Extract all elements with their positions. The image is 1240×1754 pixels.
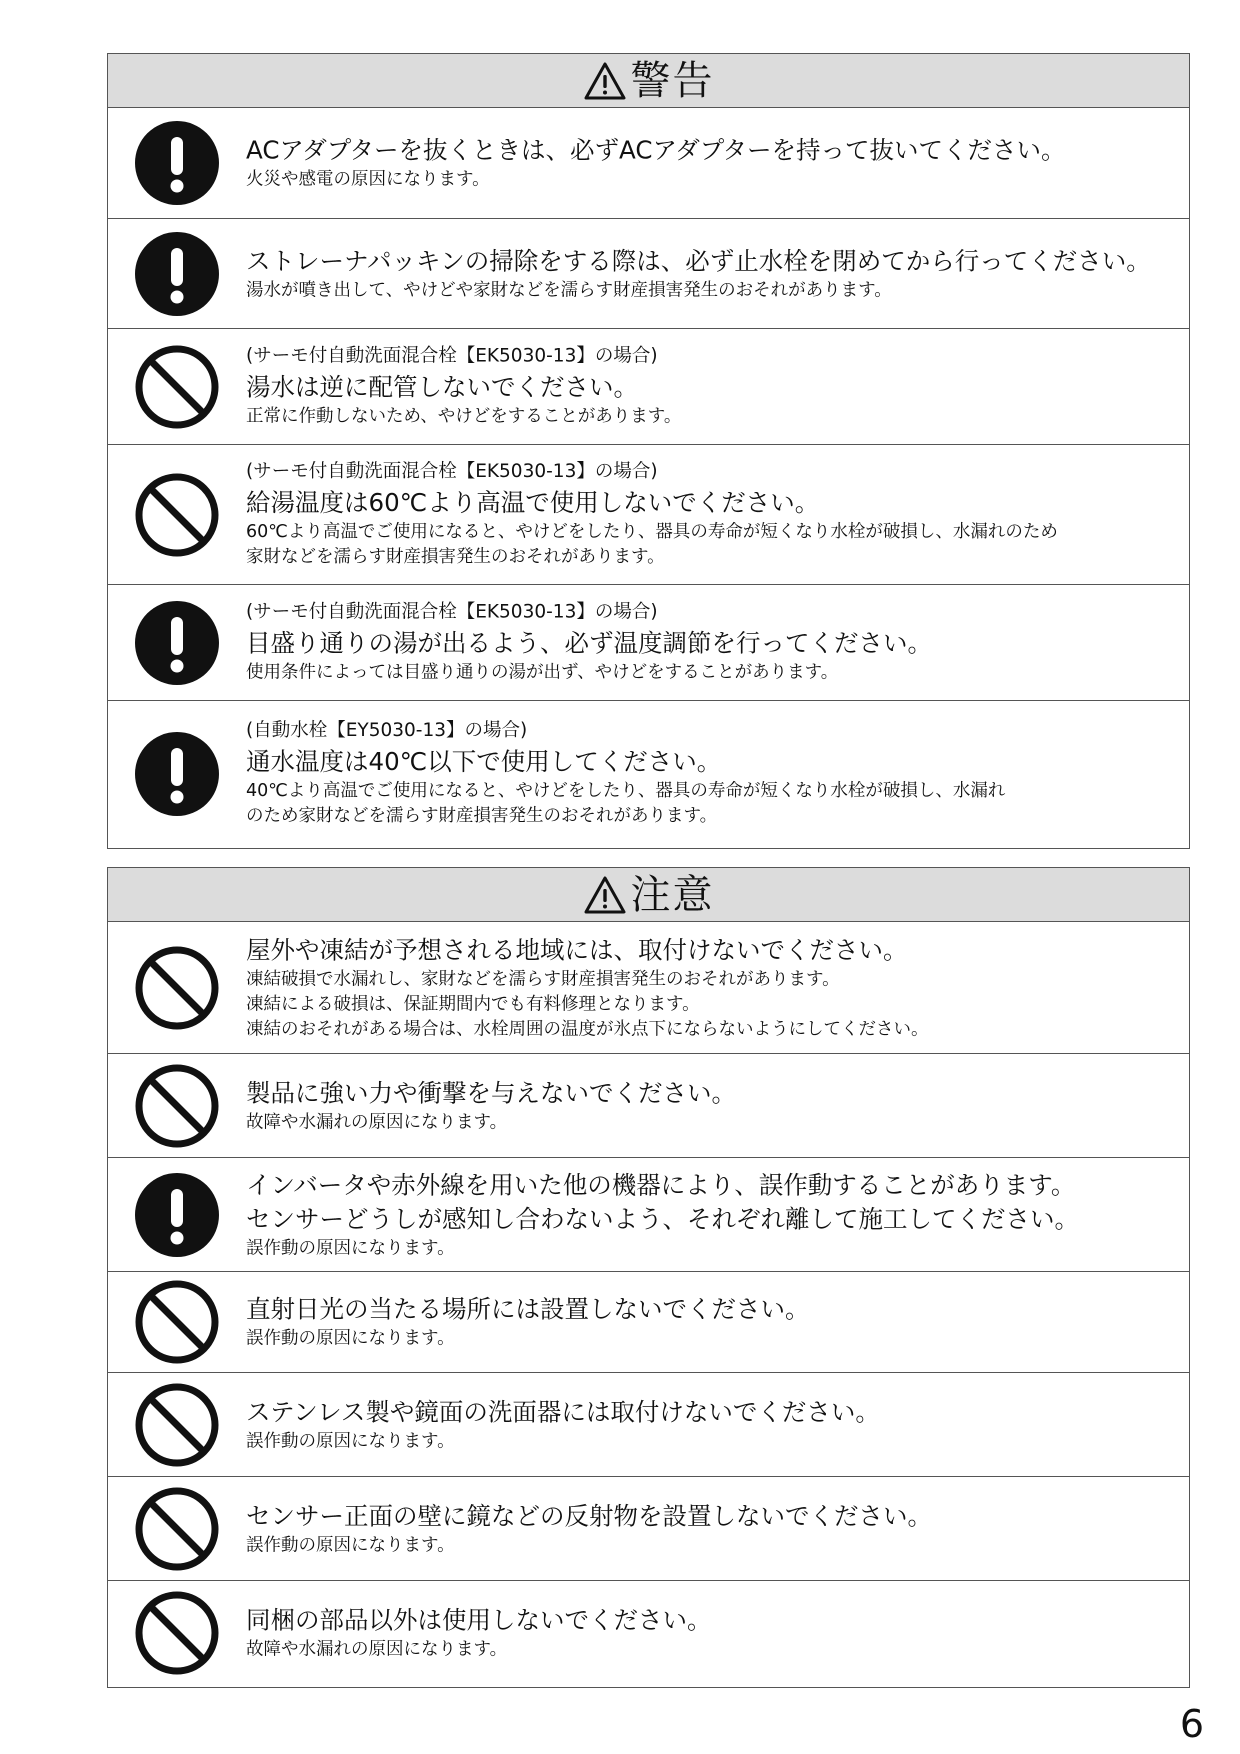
caution-row	[108, 1053, 1189, 1157]
warning-row	[108, 218, 1189, 328]
caution-heading: 同梱の部品以外は使用しないでください。	[246, 1605, 712, 1634]
mandatory-icon	[134, 600, 220, 686]
warning-triangle-icon	[583, 61, 627, 101]
warning-condition: (自動水栓【EY5030-13】の場合)	[246, 719, 528, 741]
caution-row	[108, 1372, 1189, 1476]
caution-description: 誤作動の原因になります。	[246, 1535, 455, 1555]
caution-heading: センサー正面の壁に鏡などの反射物を設置しないでください。	[246, 1501, 932, 1530]
warning-row	[108, 328, 1189, 444]
prohibited-icon	[134, 1590, 220, 1676]
caution-row	[108, 1476, 1189, 1580]
prohibited-icon	[134, 1486, 220, 1572]
warning-triangle-icon	[583, 875, 627, 915]
warning-description: 使用条件によっては目盛り通りの湯が出ず、やけどをすることがあります。	[246, 662, 839, 682]
mandatory-icon	[134, 231, 220, 317]
warning-condition: (サーモ付自動洗面混合栓【EK5030-13】の場合)	[246, 345, 658, 366]
warning-description: 40℃より高温でご使用になると、やけどをしたり、器具の寿命が短くなり水栓が破損し、水漏れ	[246, 780, 1006, 801]
caution-heading: 製品に強い力や衝撃を与えないでください。	[246, 1078, 736, 1107]
caution-heading: 直射日光の当たる場所には設置しないでください。	[246, 1294, 810, 1324]
caution-description: 故障や水漏れの原因になります。	[246, 1112, 508, 1132]
warning-description: 湯水が噴き出して、やけどや家財などを濡らす財産損害発生のおそれがあります。	[246, 280, 892, 300]
caution-header	[108, 868, 1189, 922]
warning-description: 正常に作動しないため、やけどをすることがあります。	[246, 406, 682, 426]
caution-heading: ステンレス製や鏡面の洗面器には取付けないでください。	[246, 1397, 880, 1426]
warning-heading: ACアダプターを抜くときは、必ずACアダプターを持って抜いてください。	[246, 135, 1066, 165]
warning-condition: (サーモ付自動洗面混合栓【EK5030-13】の場合)	[246, 601, 658, 622]
page-number: 6	[1179, 1702, 1204, 1746]
prohibited-icon	[134, 344, 220, 430]
warning-heading: 目盛り通りの湯が出るよう、必ず温度調節を行ってください。	[246, 628, 932, 657]
caution-description: 故障や水漏れの原因になります。	[246, 1639, 508, 1659]
caution-description: 誤作動の原因になります。	[246, 1431, 455, 1451]
warning-heading: ストレーナパッキンの掃除をする際は、必ず止水栓を閉めてから行ってください。	[246, 246, 1151, 275]
warning-row	[108, 444, 1189, 584]
warning-row	[108, 584, 1189, 700]
caution-description: 誤作動の原因になります。	[246, 1328, 455, 1349]
caution-heading: インバータや赤外線を用いた他の機器により、誤作動することがあります。	[246, 1170, 1076, 1199]
caution-row	[108, 922, 1189, 1053]
warning-title: 警告	[630, 57, 715, 104]
caution-description: 凍結のおそれがある場合は、水栓周囲の温度が氷点下にならないようにしてください。	[246, 1019, 929, 1039]
caution-heading: センサーどうしが感知し合わないよう、それぞれ離して施工してください。	[246, 1204, 1079, 1233]
warning-description: 60℃より高温でご使用になると、やけどをしたり、器具の寿命が短くなり水栓が破損し、水漏れのため	[246, 521, 1058, 542]
warning-heading: 湯水は逆に配管しないでください。	[246, 372, 638, 401]
warning-heading: 給湯温度は60℃より高温で使用しないでください。	[246, 487, 820, 517]
warning-header	[108, 54, 1189, 108]
warning-row	[108, 108, 1189, 218]
caution-row	[108, 1580, 1189, 1684]
mandatory-icon	[134, 120, 220, 206]
prohibited-icon	[134, 1279, 220, 1365]
warning-description: 家財などを濡らす財産損害発生のおそれがあります。	[246, 546, 665, 567]
prohibited-icon	[134, 1063, 220, 1149]
warning-row	[108, 700, 1189, 846]
caution-title: 注意	[630, 871, 715, 918]
caution-description: 誤作動の原因になります。	[246, 1238, 455, 1258]
mandatory-icon	[134, 731, 220, 817]
warning-condition: (サーモ付自動洗面混合栓【EK5030-13】の場合)	[246, 460, 658, 482]
caution-description: 凍結による破損は、保証期間内でも有料修理となります。	[246, 994, 700, 1014]
prohibited-icon	[134, 472, 220, 558]
warning-section	[107, 53, 1190, 849]
caution-description: 凍結破損で水漏れし、家財などを濡らす財産損害発生のおそれがあります。	[246, 969, 840, 989]
prohibited-icon	[134, 1382, 220, 1468]
mandatory-icon	[134, 1172, 220, 1258]
caution-row	[108, 1271, 1189, 1372]
warning-heading: 通水温度は40℃以下で使用してください。	[246, 746, 722, 776]
caution-section	[107, 867, 1190, 1688]
prohibited-icon	[134, 945, 220, 1031]
caution-heading: 屋外や凍結が予想される地域には、取付けないでください。	[246, 935, 908, 964]
caution-row	[108, 1157, 1189, 1271]
warning-description: のため家財などを濡らす財産損害発生のおそれがあります。	[246, 805, 718, 826]
warning-description: 火災や感電の原因になります。	[246, 169, 490, 190]
